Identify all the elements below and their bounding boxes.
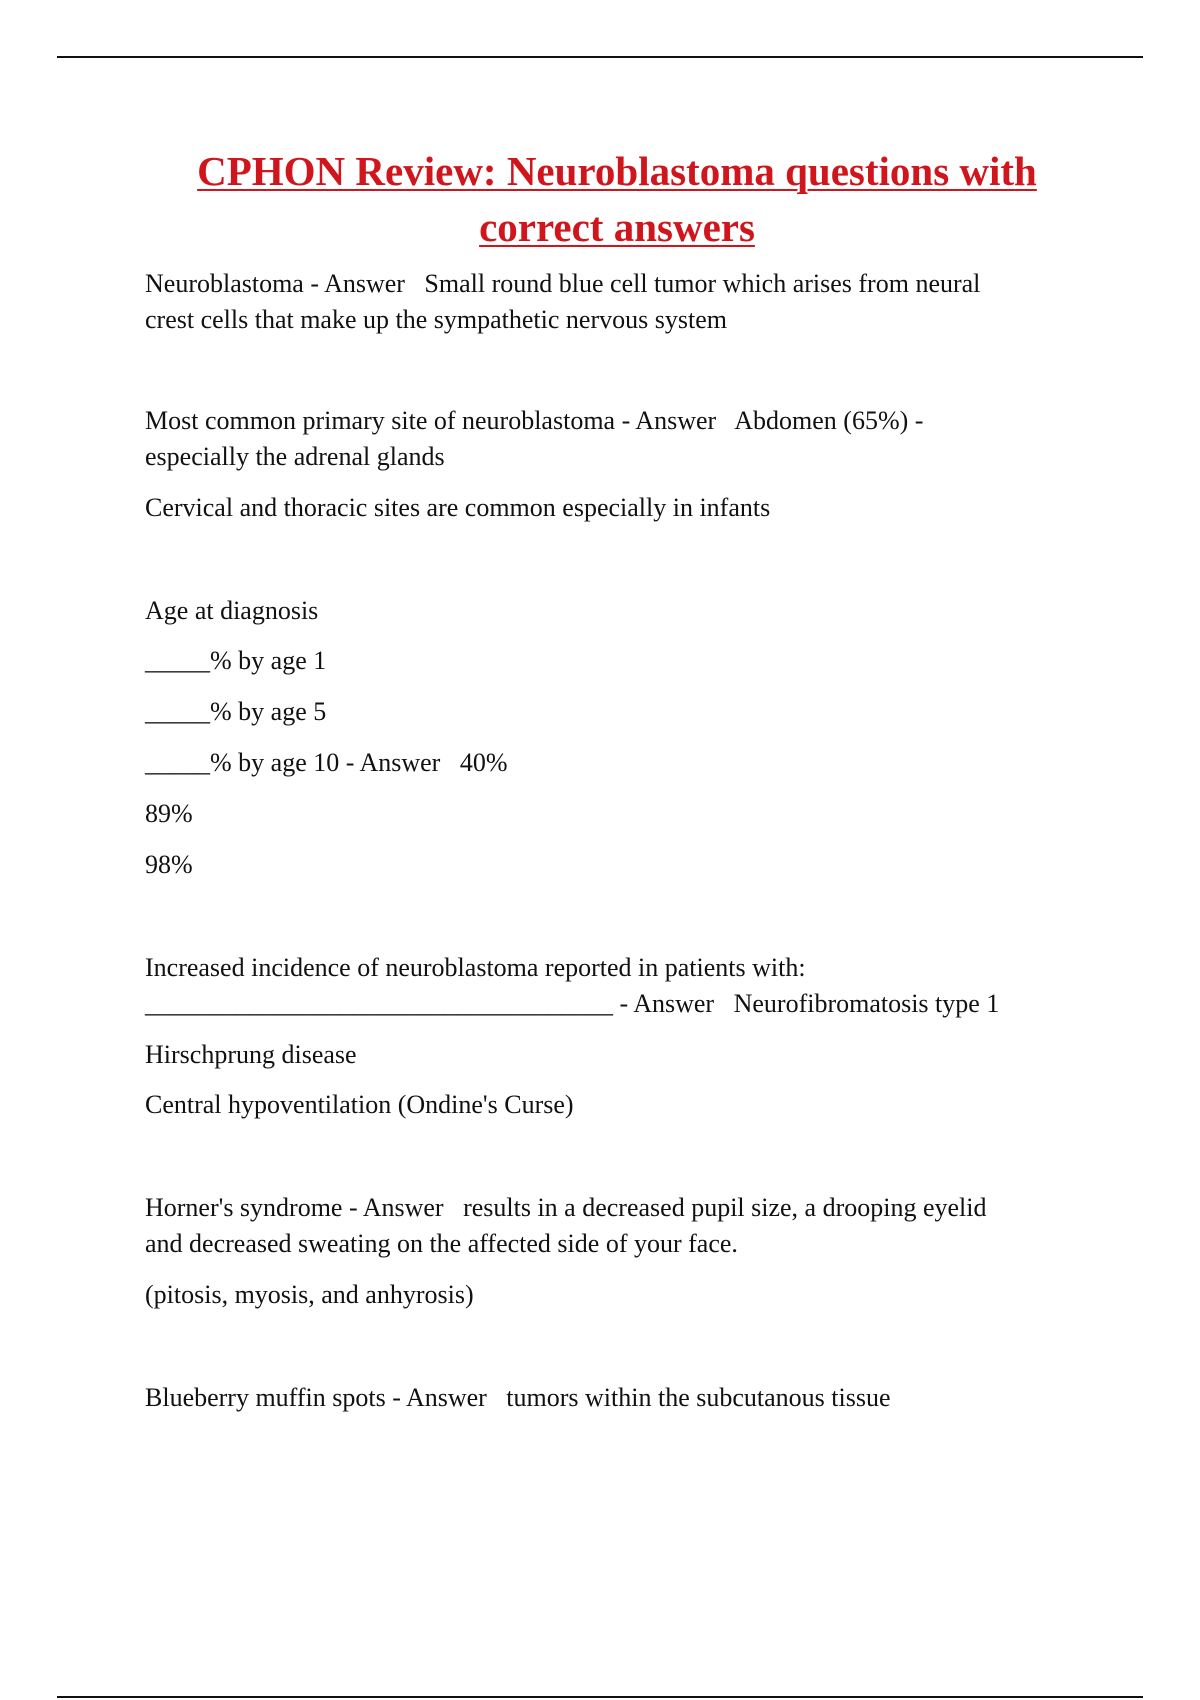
document-title [120, 143, 1114, 255]
text-line: 89% [145, 799, 193, 828]
text-line: _____% by age 10 - Answer 40% [145, 748, 508, 777]
text-line: Horner's syndrome - Answer results in a decreased pupil size, a drooping eyelid [145, 1193, 987, 1222]
text-line: especially the adrenal glands [145, 442, 445, 471]
header-rule [57, 56, 1143, 58]
text-line: Cervical and thoracic sites are common especially in infants [145, 493, 771, 522]
text-line: Age at diagnosis [145, 596, 319, 625]
footer-rule [57, 1696, 1143, 1698]
text-line: Neuroblastoma - Answer Small round blue cell tumor which arises from neural [145, 269, 981, 298]
text-line: Increased incidence of neuroblastoma reported in patients with: [145, 953, 806, 982]
text-line: Blueberry muffin spots - Answer tumors within the subcutanous tissue [145, 1383, 891, 1412]
text-line: _____% by age 1 [145, 646, 327, 675]
text-line: ____________________________________ - Answer Neurofibromatosis type 1 [145, 989, 1000, 1018]
title-line-2: correct answers [479, 204, 755, 250]
text-line: (pitosis, myosis, and anhyrosis) [145, 1280, 474, 1309]
text-line: Most common primary site of neuroblastoma - Answer Abdomen (65%) - [145, 406, 924, 435]
text-line: _____% by age 5 [145, 697, 327, 726]
text-line: and decreased sweating on the affected side of your face. [145, 1229, 738, 1258]
text-line: 98% [145, 850, 193, 879]
text-line: crest cells that make up the sympathetic nervous system [145, 305, 727, 334]
text-line: Central hypoventilation (Ondine's Curse) [145, 1090, 574, 1119]
text-line: Hirschprung disease [145, 1040, 357, 1069]
title-line-1: CPHON Review: Neuroblastoma questions with [197, 148, 1037, 194]
